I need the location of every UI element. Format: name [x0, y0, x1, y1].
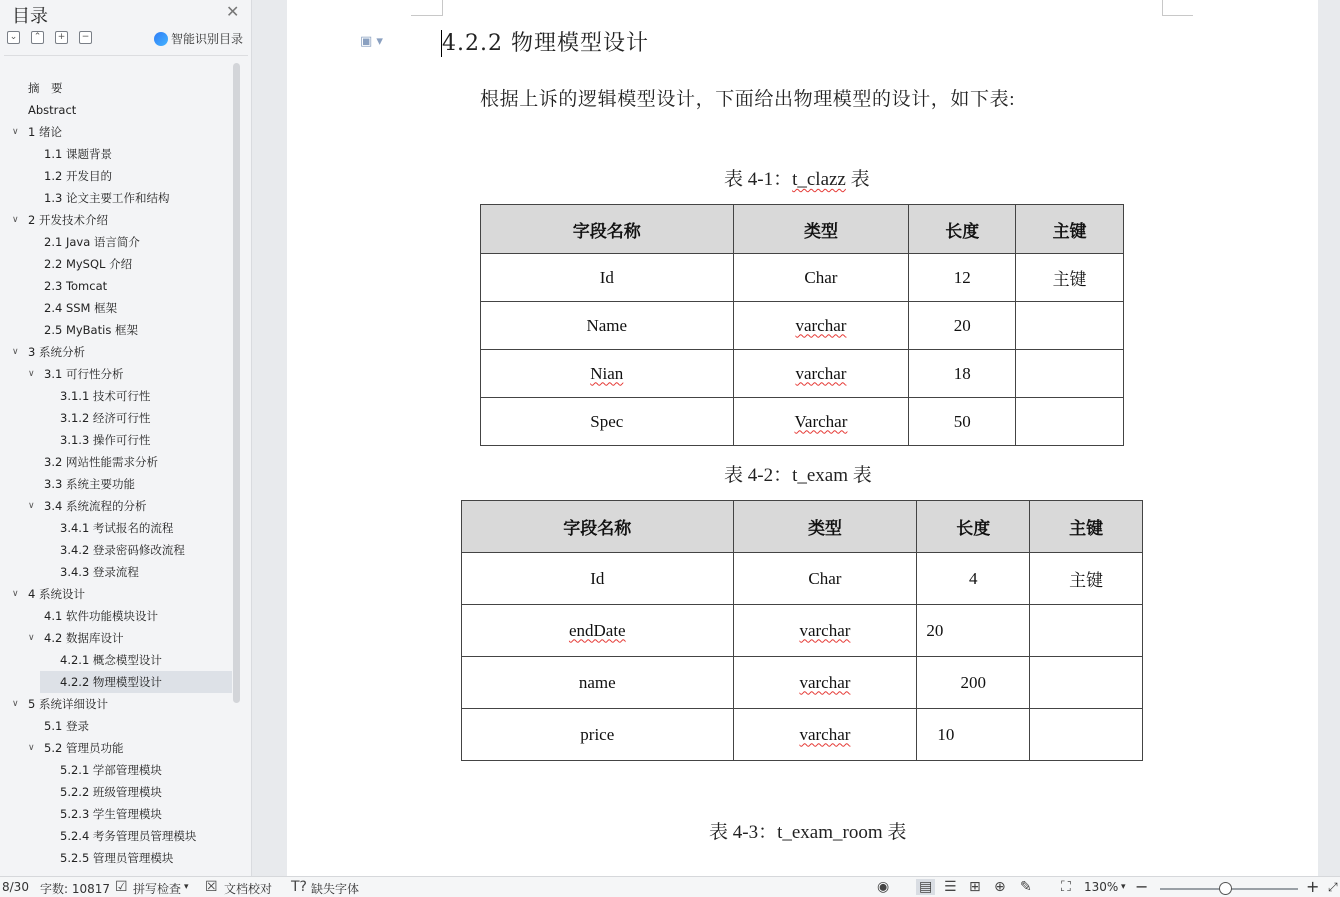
toc-item-label: 2.2 MySQL 介绍: [44, 257, 133, 271]
toc-item-label: 3.4.1 考试报名的流程: [60, 521, 174, 535]
page-corner-mark: [411, 0, 443, 16]
toc-item[interactable]: [4, 451, 232, 473]
cell[interactable]: Name: [481, 302, 734, 350]
cell[interactable]: Char: [733, 553, 917, 605]
toc-item[interactable]: [4, 429, 232, 451]
cell[interactable]: Nian: [481, 350, 734, 398]
ai-icon: [154, 32, 168, 46]
toc-item[interactable]: [4, 275, 232, 297]
missing-font-button[interactable]: 缺失字体: [311, 882, 360, 896]
remove-heading-icon[interactable]: −: [79, 31, 92, 44]
cell[interactable]: varchar: [733, 350, 909, 398]
page-corner-mark: [1162, 0, 1193, 16]
toc-item[interactable]: [4, 627, 232, 649]
toc-item[interactable]: [4, 407, 232, 429]
toc-item[interactable]: [4, 737, 232, 759]
toc-item-label: 5.2.4 考务管理员管理模块: [60, 829, 197, 843]
chevron-down-icon[interactable]: ∨: [12, 347, 19, 357]
toc-item-label: 2.1 Java 语言简介: [44, 235, 140, 249]
toc-item[interactable]: [4, 143, 232, 165]
toc-item-label: 4.2.2 物理模型设计: [60, 675, 162, 689]
cell[interactable]: 20: [909, 302, 1016, 350]
table-row: [481, 350, 1124, 398]
chevron-down-icon[interactable]: ∨: [12, 215, 19, 225]
toc-title: 目录: [12, 6, 48, 27]
toc-item-label: 3.4 系统流程的分析: [44, 499, 147, 513]
toc-item[interactable]: [4, 847, 232, 869]
table-row: [462, 553, 1143, 605]
add-heading-icon[interactable]: +: [55, 31, 68, 44]
toc-item-label: 4.2.1 概念模型设计: [60, 653, 162, 667]
table-row: [462, 605, 1143, 657]
toc-item-label: 5 系统详细设计: [28, 697, 108, 711]
cell[interactable]: Spec: [481, 398, 734, 446]
header-cell: 类型: [733, 501, 917, 553]
body-paragraph[interactable]: 根据上诉的逻辑模型设计，下面给出物理模型的设计，如下表:: [480, 89, 1016, 110]
chevron-down-icon[interactable]: ∨: [12, 589, 19, 599]
outline-view-icon[interactable]: ☰: [944, 879, 957, 895]
toc-item-label: 5.2.3 学生管理模块: [60, 807, 162, 821]
toc-item[interactable]: [4, 517, 232, 539]
cell[interactable]: 200: [917, 657, 1030, 709]
header-cell: 主键: [1016, 205, 1124, 254]
header-cell: 主键: [1030, 501, 1143, 553]
toc-item-label: 3.1.1 技术可行性: [60, 389, 151, 403]
toc-item-label: 2.4 SSM 框架: [44, 301, 118, 315]
divider: [4, 55, 248, 56]
toc-item-label: 3.4.3 登录流程: [60, 565, 139, 579]
toc-item-label: 摘 要: [28, 81, 63, 95]
toc-item[interactable]: [4, 561, 232, 583]
toc-item-label: 3 系统分析: [28, 345, 85, 359]
cell[interactable]: Varchar: [733, 398, 909, 446]
chevron-down-icon[interactable]: ▾: [1121, 882, 1126, 892]
cell[interactable]: varchar: [733, 302, 909, 350]
table-row: [462, 709, 1143, 761]
toc-item-label: 1.3 论文主要工作和结构: [44, 191, 170, 205]
page-view-icon[interactable]: ▤: [916, 879, 935, 895]
cell[interactable]: varchar: [733, 709, 917, 761]
toc-item-label: 3.3 系统主要功能: [44, 477, 135, 491]
header-cell: 字段名称: [481, 205, 734, 254]
chevron-down-icon[interactable]: ▾: [184, 882, 189, 892]
toc-item-label: 2.3 Tomcat: [44, 279, 108, 293]
toc-item[interactable]: [40, 671, 232, 693]
toc-item[interactable]: [4, 121, 232, 143]
caption-prefix: 表 4-1：: [724, 169, 793, 190]
toc-item[interactable]: [4, 297, 232, 319]
header-cell: 类型: [733, 205, 909, 254]
toc-item-label: 3.4.2 登录密码修改流程: [60, 543, 185, 557]
chevron-down-icon[interactable]: ∨: [12, 127, 19, 137]
chevron-down-icon[interactable]: ∨: [28, 633, 35, 643]
fullscreen-icon[interactable]: ⤢: [1328, 880, 1338, 894]
toc-item[interactable]: [4, 363, 232, 385]
cell[interactable]: 4: [917, 553, 1030, 605]
zoom-in-button[interactable]: +: [1306, 877, 1320, 896]
cell[interactable]: endDate: [462, 605, 734, 657]
section-heading[interactable]: 4.2.2 物理模型设计: [442, 31, 649, 56]
toc-item[interactable]: [4, 539, 232, 561]
cell[interactable]: Id: [481, 254, 734, 302]
caption-table-name: t_exam: [792, 465, 849, 486]
read-view-icon[interactable]: ⊞: [969, 879, 981, 895]
cell[interactable]: [1030, 657, 1143, 709]
toc-item[interactable]: [4, 473, 232, 495]
spell-check-button[interactable]: 拼写检查: [133, 882, 182, 896]
toc-item-label: 5.2.5 管理员管理模块: [60, 851, 174, 865]
toc-item-label: 2 开发技术介绍: [28, 213, 108, 227]
toc-item-label: 5.1 登录: [44, 719, 89, 733]
table-row: [481, 254, 1124, 302]
toc-item-label: Abstract: [28, 103, 77, 117]
toc-item-label: 5.2.2 班级管理模块: [60, 785, 162, 799]
toc-item[interactable]: [4, 803, 232, 825]
cell[interactable]: name: [462, 657, 734, 709]
zoom-slider-handle[interactable]: [1219, 882, 1232, 895]
cell[interactable]: 20: [917, 605, 1030, 657]
toc-item-label: 1.1 课题背景: [44, 147, 112, 161]
toc-item[interactable]: [4, 165, 232, 187]
header-cell: 长度: [917, 501, 1030, 553]
table-row: [481, 302, 1124, 350]
cell[interactable]: 18: [909, 350, 1016, 398]
toc-item[interactable]: [4, 715, 232, 737]
toc-item[interactable]: [4, 583, 232, 605]
toc-item[interactable]: [4, 495, 232, 517]
eye-icon[interactable]: ◉: [877, 879, 890, 895]
expand-up-icon[interactable]: ⌃: [31, 31, 44, 44]
zoom-out-button[interactable]: −: [1135, 877, 1149, 896]
toc-item[interactable]: [4, 341, 232, 363]
chevron-down-icon[interactable]: ∨: [28, 743, 35, 753]
toc-item[interactable]: [4, 649, 232, 671]
cell[interactable]: [1030, 709, 1143, 761]
toc-item[interactable]: [4, 187, 232, 209]
cell[interactable]: price: [462, 709, 734, 761]
cell[interactable]: 主键: [1016, 254, 1124, 302]
toc-item-label: 1 绪论: [28, 125, 62, 139]
caption-prefix: 表 4-2：: [724, 465, 793, 486]
toc-item-label: 2.5 MyBatis 框架: [44, 323, 138, 337]
cell[interactable]: [1016, 350, 1124, 398]
toc-item-label: 3.1.3 操作可行性: [60, 433, 151, 447]
cell[interactable]: 50: [909, 398, 1016, 446]
cell[interactable]: varchar: [733, 657, 917, 709]
page-corner-mark: [442, 0, 443, 16]
table-header-row: [462, 501, 1143, 553]
chevron-down-icon[interactable]: ∨: [28, 369, 35, 379]
cell[interactable]: [1016, 302, 1124, 350]
toc-scrollbar[interactable]: [233, 63, 240, 703]
smart-toc-button[interactable]: [154, 30, 243, 47]
toc-item-label: 1.2 开发目的: [44, 169, 112, 183]
chevron-down-icon[interactable]: ∨: [28, 501, 35, 511]
missing-font-icon: T?: [291, 879, 307, 895]
table-t-clazz[interactable]: [480, 204, 1124, 446]
toc-item[interactable]: [4, 77, 232, 99]
cell[interactable]: [1016, 398, 1124, 446]
table-caption-4-2[interactable]: [724, 460, 872, 487]
toc-item-label: 4 系统设计: [28, 587, 85, 601]
fit-page-icon[interactable]: ⛶: [1061, 879, 1071, 895]
table-row: [462, 657, 1143, 709]
toc-item-label: 5.2.1 学部管理模块: [60, 763, 162, 777]
toc-item[interactable]: [4, 693, 232, 715]
toc-item[interactable]: [4, 825, 232, 847]
toc-item[interactable]: [4, 99, 232, 121]
toc-item-label: 3.1.2 经济可行性: [60, 411, 151, 425]
toc-item[interactable]: [4, 759, 232, 781]
cell[interactable]: 10: [917, 709, 1030, 761]
caption-suffix: 表: [848, 465, 872, 486]
close-icon[interactable]: ✕: [226, 2, 240, 21]
toc-item[interactable]: [4, 231, 232, 253]
word-count[interactable]: 字数: 10817: [40, 882, 111, 896]
toc-item[interactable]: [4, 209, 232, 231]
toc-item-label: 3.2 网站性能需求分析: [44, 455, 158, 469]
status-bar: [0, 876, 1340, 897]
toc-item[interactable]: [4, 385, 232, 407]
pen-icon[interactable]: ✎: [1020, 879, 1032, 895]
cell[interactable]: 主键: [1030, 553, 1143, 605]
toc-item-label: 4.1 软件功能模块设计: [44, 609, 158, 623]
toc-list: [4, 60, 232, 874]
table-row: [481, 398, 1124, 446]
toc-item[interactable]: [4, 319, 232, 341]
proofread-button[interactable]: 文档校对: [224, 882, 273, 896]
spellcheck-icon: ☑: [115, 879, 128, 895]
table-caption-4-3[interactable]: 表 4-3：t_exam_room 表: [709, 822, 907, 843]
proofread-icon: ☒: [205, 879, 218, 895]
zoom-level[interactable]: 130%: [1084, 880, 1119, 894]
collapse-all-icon[interactable]: ⌄: [7, 31, 20, 44]
toc-sidebar: [0, 0, 252, 876]
smart-toc-label: 智能识别目录: [171, 32, 244, 46]
toc-item-label: 4.2 数据库设计: [44, 631, 124, 645]
toc-item-label: 5.2 管理员功能: [44, 741, 124, 755]
chevron-down-icon[interactable]: ∨: [12, 699, 19, 709]
header-cell: 长度: [909, 205, 1016, 254]
cell[interactable]: Id: [462, 553, 734, 605]
table-header-row: [481, 205, 1124, 254]
page-indicator[interactable]: 8/30: [2, 880, 29, 894]
cell[interactable]: [1030, 605, 1143, 657]
caption-suffix: 表: [845, 169, 870, 190]
toc-item-label: 3.1 可行性分析: [44, 367, 124, 381]
cell[interactable]: varchar: [733, 605, 917, 657]
toc-item[interactable]: [4, 605, 232, 627]
paragraph-menu-icon[interactable]: ▣ ▾: [360, 34, 383, 49]
web-view-icon[interactable]: ⊕: [994, 879, 1006, 895]
header-cell: 字段名称: [462, 501, 734, 553]
table-t-exam[interactable]: [461, 500, 1143, 761]
table-caption-4-1[interactable]: [724, 164, 870, 191]
cell[interactable]: 12: [909, 254, 1016, 302]
toc-item[interactable]: [4, 781, 232, 803]
caption-table-name: t_clazz: [792, 169, 846, 190]
cell[interactable]: Char: [733, 254, 909, 302]
toc-item[interactable]: [4, 253, 232, 275]
